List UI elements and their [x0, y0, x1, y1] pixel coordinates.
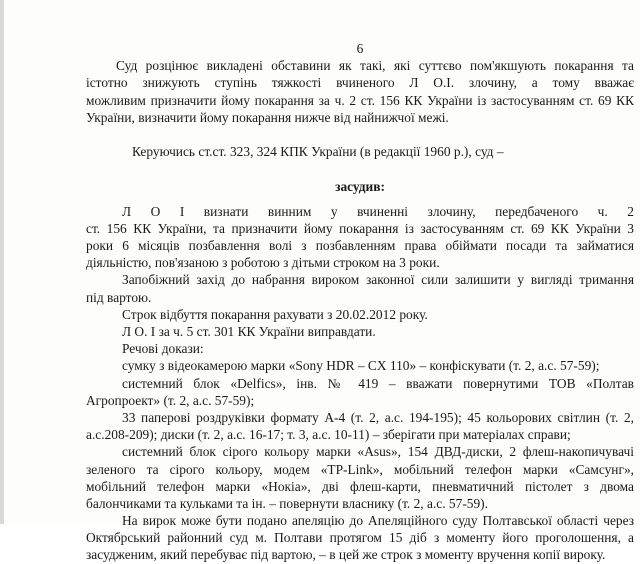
text-line: мобільний телефон марки «Нокіа», дві флеш-карти, пневматичний пістолет з двома	[86, 478, 634, 494]
text-line: зеленого та сірого кольору, модем «TP-Link», мобільний телефон марки «Самсунг»,	[86, 461, 634, 477]
text-line: України, визначити йому покарання нижче від найнижчої межі.	[86, 109, 449, 125]
text-line: На вирок може бути подано апеляцію до Апеляційного суду Полтавської області через	[122, 513, 634, 529]
text-line: Агропроект» (т. 2, а.с. 57-59);	[86, 392, 255, 408]
text-line: а.с.208-209); диски (т. 2, а.с. 16-17; т. 3, а.с. 10-11) – зберігати при матеріалах справи;	[86, 427, 571, 443]
text-line: Запобіжний захід до набрання вироком законної сили залишити у вигляді тримання	[122, 272, 634, 288]
text-line: Речові докази:	[122, 341, 204, 357]
text-line: Строк відбуття покарання рахувати з 20.02.2012 року.	[122, 306, 428, 322]
text-line: системний блок «Delfics», інв. № 419 – вважати повернутими ТОВ «Полтав	[122, 375, 634, 391]
text-line: Суд розцінює викладені обставини як такі, які суттєво пом'якшують покарання та	[116, 58, 634, 74]
page-edge	[0, 0, 4, 524]
text-line: діяльністю, пов'язаною з роботою з дітьми строком на 3 роки.	[86, 255, 440, 271]
document-text	[86, 40, 634, 564]
text-line: роки 6 місяців позбавлення волі з позбавленням права обіймати посади та займатися	[86, 238, 634, 254]
page-number: 6	[356, 41, 364, 56]
text-line: Л О. І за ч. 5 ст. 301 КК України виправдати.	[122, 324, 376, 339]
text-line: істотно знижують ступінь тяжкості вчиненого Л О.І. злочину, а тому вважає	[86, 75, 634, 91]
text-line: під вартою.	[86, 289, 152, 305]
text-line: можливим призначити йому покарання за ч. 2 ст. 156 КК України із застосуванням ст. 69 КК	[86, 92, 634, 108]
text-line: Л О І визнати винним у вчиненні злочину, передбаченого ч. 2	[122, 203, 634, 219]
verdict-heading: засудив:	[335, 178, 385, 194]
text-line: ст. 156 КК України, та призначити йому покарання із застосуванням ст. 69 КК України 3	[86, 220, 634, 236]
text-line: системний блок сірого кольору марки «Asus», 154 ДВД-диски, 2 флеш-накопичувачі	[122, 444, 634, 460]
text-line: засудженим, який перебуває під вартою, – в цей же строк з моменту вручення копії вироку.	[86, 547, 606, 563]
text-line: балончиками та кульками та ін. – повернути власнику (т. 2, а.с. 57-59).	[86, 495, 488, 511]
text-line: сумку з відеокамерою марки «Sony HDR – CX 110» – конфіскувати (т. 2, а.с. 57-59);	[122, 358, 600, 374]
text-line: Октябрський районний суд м. Полтави протягом 15 діб з моменту його проголошення, а	[86, 530, 634, 546]
text-line: Керуючись ст.ст. 323, 324 КПК України (в редакції 1960 р.), суд –	[132, 144, 504, 160]
text-line: 33 паперові роздруківки формату А-4 (т. 2, а.с. 194-195); 45 кольорових світлин (т. 2,	[122, 409, 634, 425]
